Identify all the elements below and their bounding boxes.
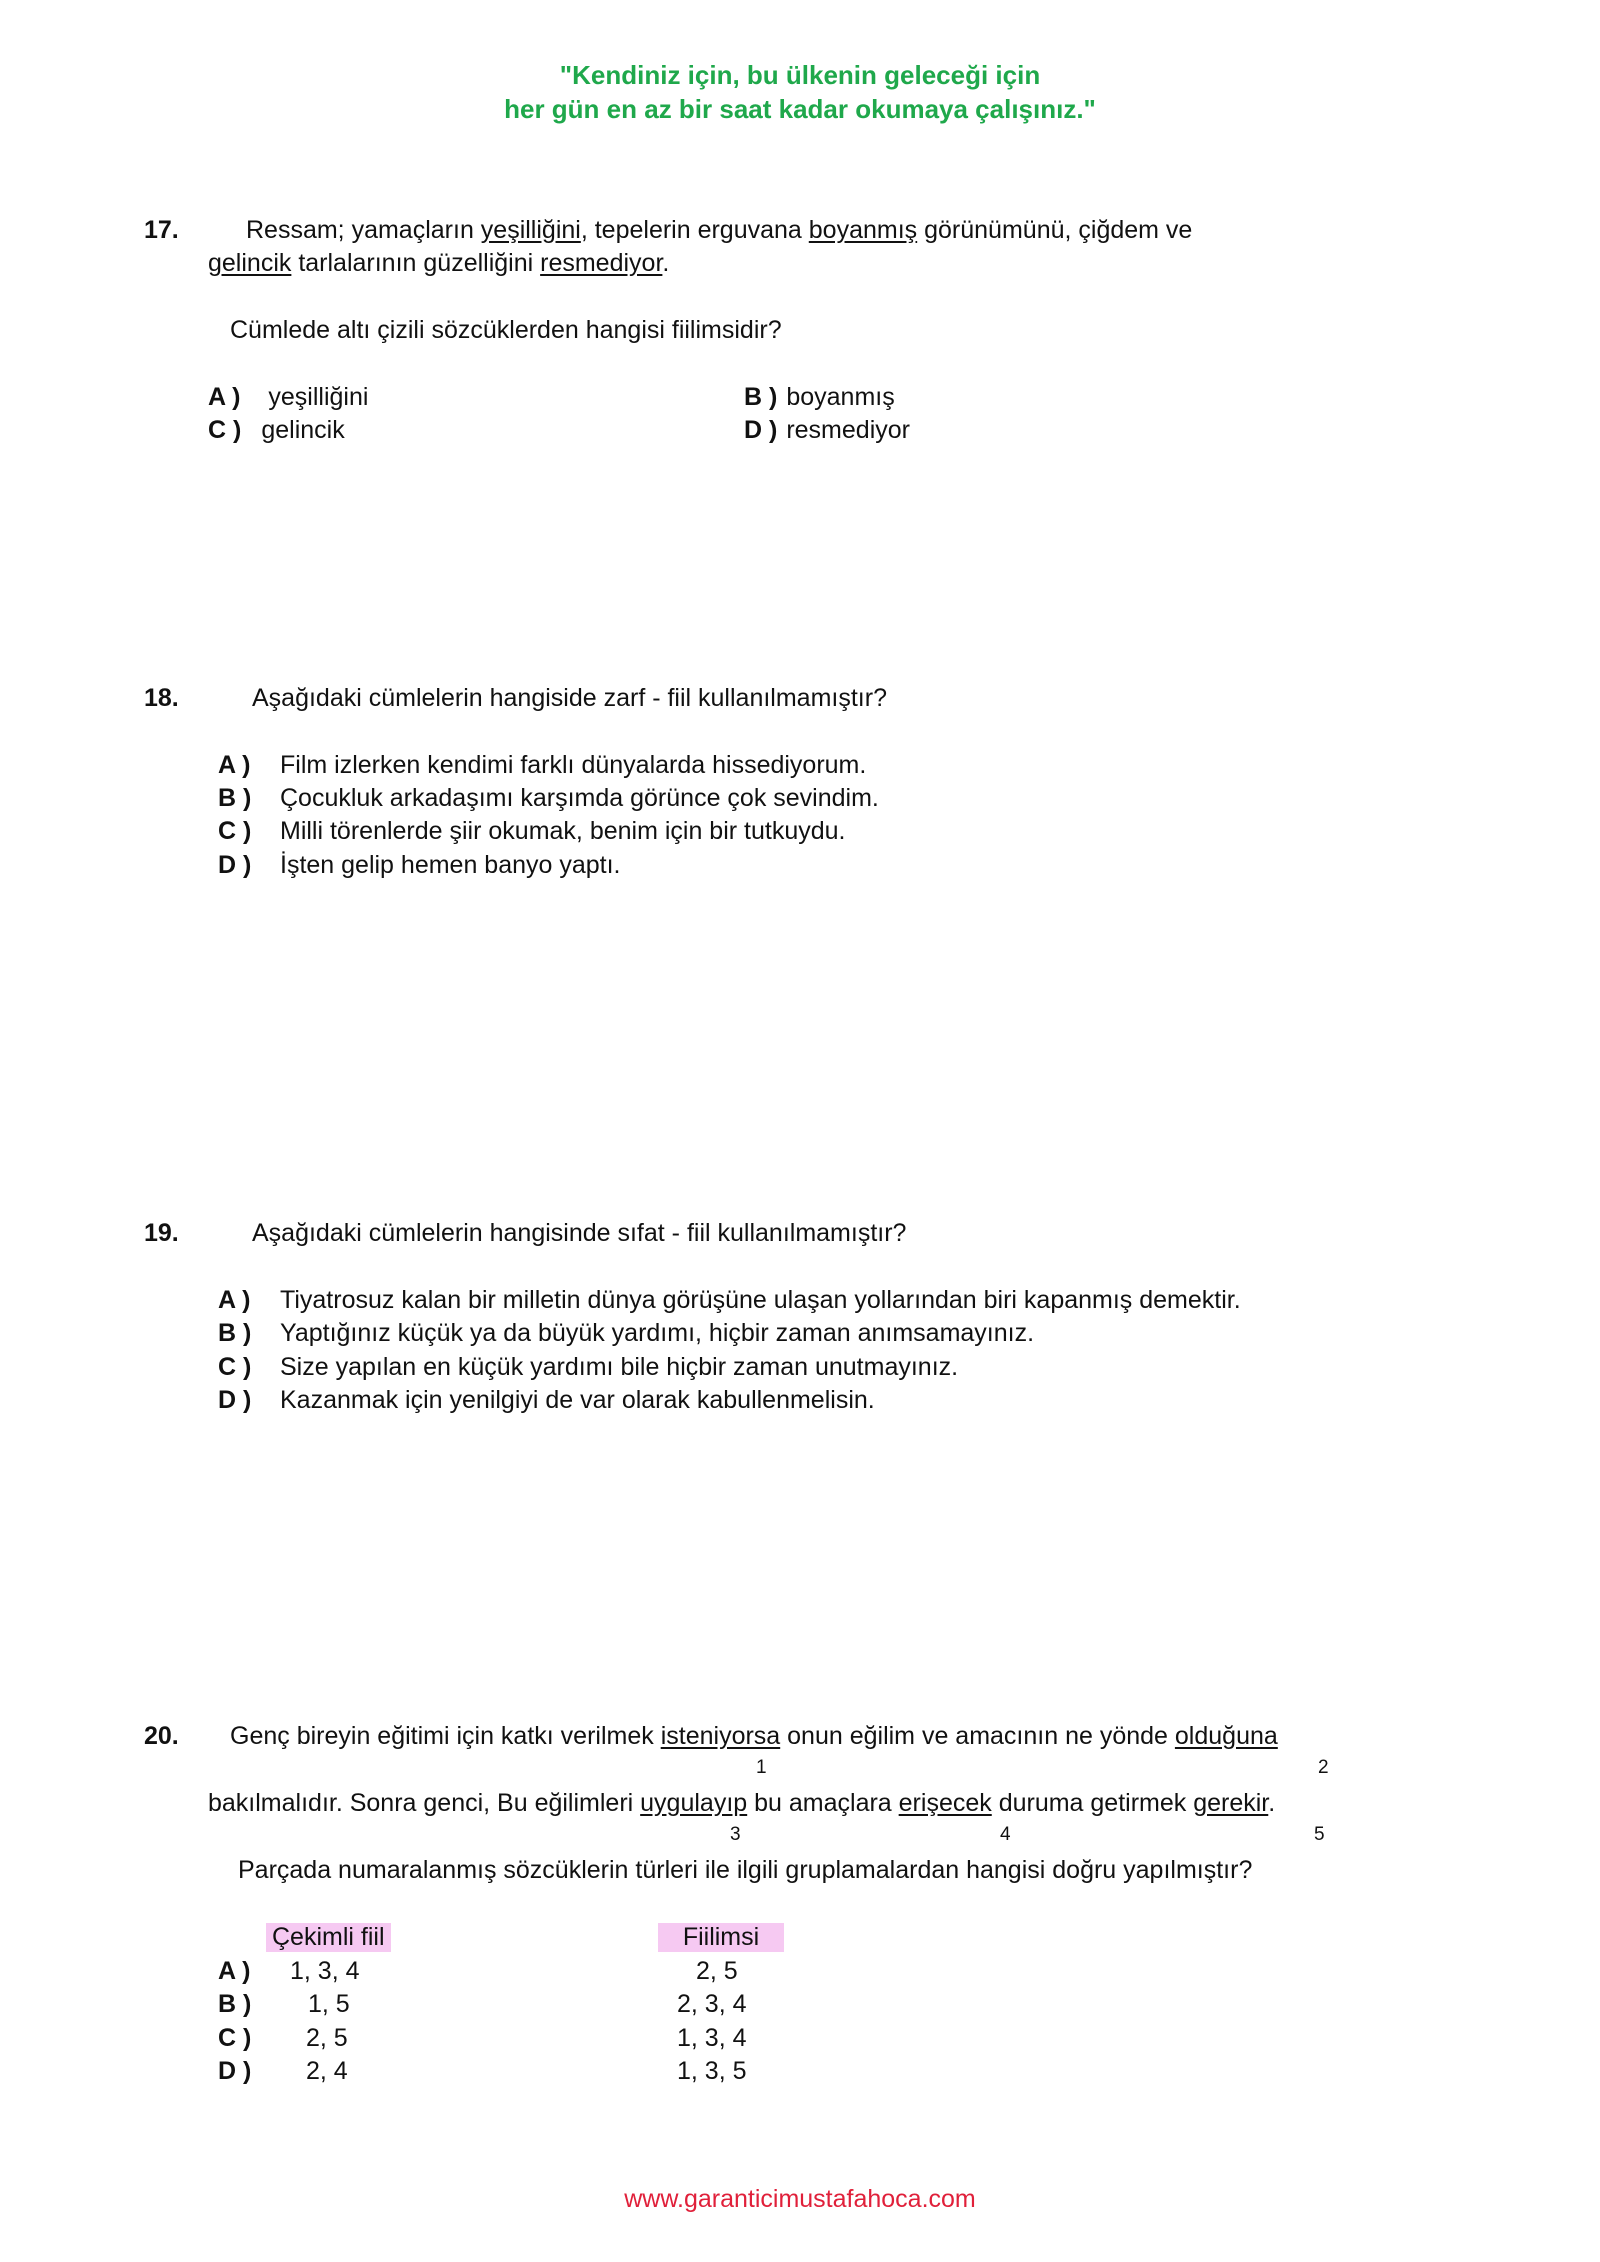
underlined-word-1: isteniyorsa bbox=[660, 1722, 781, 1750]
option-a-col1[interactable]: 1, 3, 4 bbox=[290, 1957, 360, 1985]
option-d[interactable] bbox=[744, 416, 910, 445]
option-text: boyanmış bbox=[786, 383, 895, 411]
option-b-label[interactable]: B ) bbox=[218, 1319, 252, 1347]
question-prompt: Cümlede altı çizili sözcüklerden hangisi fiilimsidir? bbox=[230, 316, 782, 344]
option-c-label[interactable]: C ) bbox=[218, 1353, 252, 1381]
text: Genç bireyin eğitimi için katkı verilmek bbox=[230, 1722, 661, 1750]
text: görünümünü, çiğdem ve bbox=[917, 216, 1193, 244]
option-text: yeşilliğini bbox=[268, 383, 369, 411]
option-a-text[interactable]: Tiyatrosuz kalan bir milletin dünya görüşüne ulaşan yollarından biri kapanmış demektir. bbox=[280, 1286, 1241, 1314]
question-number: 17. bbox=[144, 216, 179, 244]
text: duruma getirmek bbox=[991, 1789, 1194, 1817]
option-d-text[interactable]: İşten gelip hemen banyo yaptı. bbox=[280, 851, 621, 879]
question-number: 18. bbox=[144, 684, 179, 712]
option-d-text[interactable]: Kazanmak için yenilgiyi de var olarak kabullenmelisin. bbox=[280, 1386, 875, 1414]
option-d-col1[interactable]: 2, 4 bbox=[306, 2057, 348, 2085]
option-b-label[interactable]: B ) bbox=[218, 784, 252, 812]
text: , tepelerin erguvana bbox=[580, 216, 809, 244]
underlined-word-4: erişecek bbox=[898, 1789, 992, 1817]
mark-4: 4 bbox=[1000, 1824, 1011, 1845]
question-prompt: Aşağıdaki cümlelerin hangisinde sıfat - fiil kullanılmamıştır? bbox=[252, 1219, 907, 1247]
mark-2: 2 bbox=[1318, 1757, 1329, 1778]
mark-5: 5 bbox=[1314, 1824, 1325, 1845]
question-text-line-2 bbox=[208, 1789, 1275, 1818]
mark-3: 3 bbox=[730, 1824, 741, 1845]
underlined-word-3: gelincik bbox=[208, 249, 292, 277]
question-text-line-1 bbox=[246, 216, 1192, 245]
option-c-text[interactable]: Milli törenlerde şiir okumak, benim için bir tutkuydu. bbox=[280, 817, 846, 845]
mark-1: 1 bbox=[756, 1757, 767, 1778]
option-text: resmediyor bbox=[786, 416, 910, 444]
underlined-word-2: olduğuna bbox=[1174, 1722, 1278, 1750]
option-b-text[interactable]: Çocukluk arkadaşımı karşımda görünce çok sevindim. bbox=[280, 784, 879, 812]
option-a-col2[interactable]: 2, 5 bbox=[696, 1957, 738, 1985]
option-c-label[interactable]: C ) bbox=[218, 817, 252, 845]
option-d-col2[interactable]: 1, 3, 5 bbox=[677, 2057, 747, 2085]
option-c-text[interactable]: Size yapılan en küçük yardımı bile hiçbir zaman unutmayınız. bbox=[280, 1353, 959, 1381]
text: bu amaçlara bbox=[747, 1789, 899, 1817]
underlined-word-4: resmediyor bbox=[540, 249, 663, 277]
motto-line-2: her gün en az bir saat kadar okumaya çalışınız." bbox=[504, 94, 1096, 124]
option-a-label[interactable]: A ) bbox=[218, 751, 251, 779]
text: . bbox=[1268, 1789, 1276, 1817]
underlined-word-5: gerekir bbox=[1193, 1789, 1269, 1817]
underlined-word-2: boyanmış bbox=[808, 216, 918, 244]
option-b-text[interactable]: Yaptığınız küçük ya da büyük yardımı, hiçbir zaman anımsamayınız. bbox=[280, 1319, 1035, 1347]
option-d-label[interactable]: D ) bbox=[218, 851, 252, 879]
option-d-label[interactable]: D ) bbox=[218, 2057, 252, 2085]
option-a-label[interactable]: A ) bbox=[218, 1957, 251, 1985]
column-header-fiilimsi: Fiilimsi bbox=[658, 1923, 784, 1952]
question-number: 19. bbox=[144, 1219, 179, 1247]
question-text-line-2 bbox=[208, 249, 669, 278]
option-c-col1[interactable]: 2, 5 bbox=[306, 2024, 348, 2052]
option-c-label[interactable]: C ) bbox=[218, 2024, 252, 2052]
option-a[interactable] bbox=[208, 383, 368, 412]
option-label: C ) bbox=[208, 416, 242, 444]
option-label: D ) bbox=[744, 416, 778, 444]
option-b[interactable] bbox=[744, 383, 895, 412]
underlined-word-1: yeşilliğini bbox=[480, 216, 581, 244]
option-text: gelincik bbox=[261, 416, 345, 444]
text: Ressam; yamaçların bbox=[246, 216, 481, 244]
option-a-label[interactable]: A ) bbox=[218, 1286, 251, 1314]
text: bakılmalıdır. Sonra genci, Bu eğilimleri bbox=[208, 1789, 641, 1817]
underlined-word-3: uygulayıp bbox=[640, 1789, 748, 1817]
question-prompt: Aşağıdaki cümlelerin hangiside zarf - fiil kullanılmamıştır? bbox=[252, 684, 887, 712]
option-b-col1[interactable]: 1, 5 bbox=[308, 1990, 350, 2018]
option-c-col2[interactable]: 1, 3, 4 bbox=[677, 2024, 747, 2052]
column-header-cekimli-fiil: Çekimli fiil bbox=[266, 1923, 391, 1952]
option-d-label[interactable]: D ) bbox=[218, 1386, 252, 1414]
text: tarlalarının güzelliğini bbox=[291, 249, 541, 277]
option-label: A ) bbox=[208, 383, 241, 411]
option-b-col2[interactable]: 2, 3, 4 bbox=[677, 1990, 747, 2018]
option-c[interactable] bbox=[208, 416, 345, 445]
question-prompt: Parçada numaralanmış sözcüklerin türleri ile ilgili gruplamalardan hangisi doğru yapılmıştır? bbox=[238, 1856, 1253, 1884]
footer-url[interactable]: www.garanticimustafahoca.com bbox=[624, 2185, 976, 2213]
text: onun eğilim ve amacının ne yönde bbox=[780, 1722, 1175, 1750]
question-text-line-1 bbox=[230, 1722, 1278, 1751]
motto-line-1: "Kendiniz için, bu ülkenin geleceği için bbox=[559, 60, 1041, 90]
option-a-text[interactable]: Film izlerken kendimi farklı dünyalarda hissediyorum. bbox=[280, 751, 867, 779]
text: . bbox=[662, 249, 670, 277]
option-b-label[interactable]: B ) bbox=[218, 1990, 252, 2018]
option-label: B ) bbox=[744, 383, 778, 411]
question-number: 20. bbox=[144, 1722, 179, 1750]
